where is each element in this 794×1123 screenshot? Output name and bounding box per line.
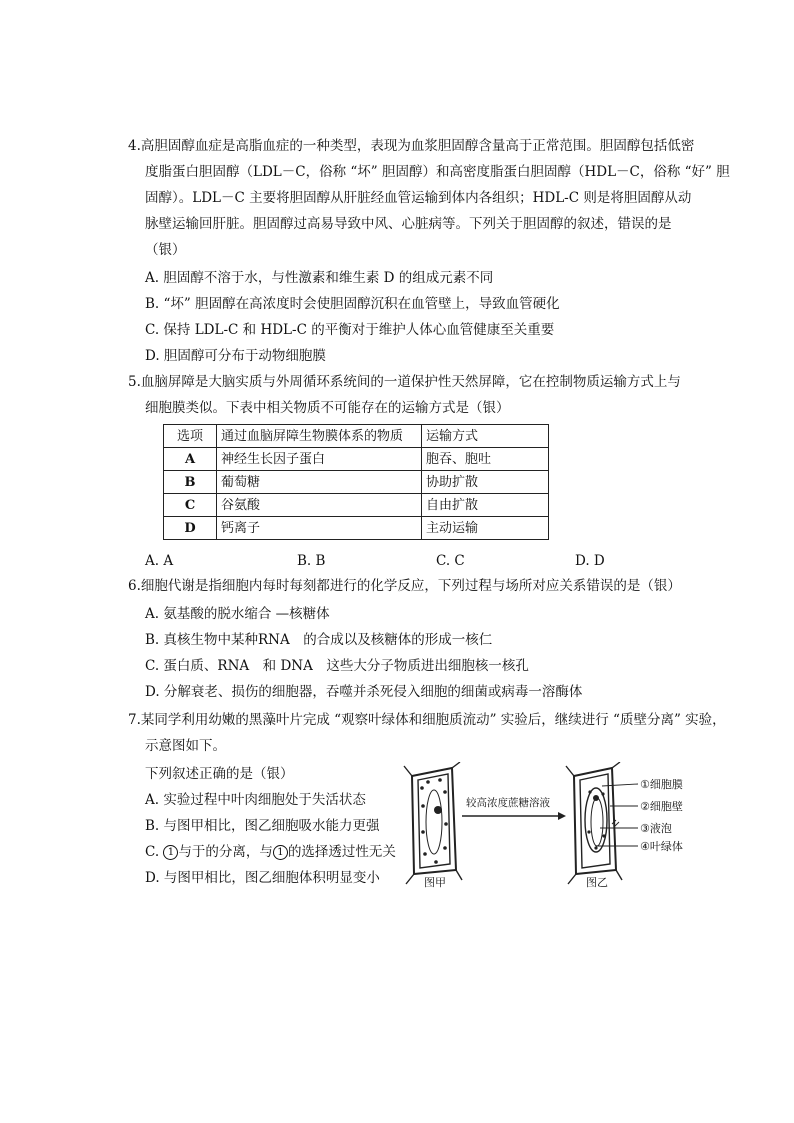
- circled-number-1: 1: [163, 845, 178, 860]
- q5-stem-line-1: 5.血脑屏障是大脑实质与外周循环系统间的一道保护性天然屏障，它在控制物质运输方式上与: [128, 374, 681, 390]
- q4-option-a: A. 胆固醇不溶于水，与性激素和维生素 D 的组成元素不同: [145, 270, 494, 286]
- q4-stem-line-5: （银）: [145, 242, 186, 258]
- q6-stem-line-1: 6.细胞代谢是指细胞内每时每刻都进行的化学反应，下列过程与场所对应关系错误的是（银）: [128, 578, 681, 594]
- table-header-row: [164, 425, 549, 448]
- cell-jia: [404, 762, 462, 884]
- q4-stem-line-1: 4.高胆固醇血症是高脂血症的一种类型，表现为血浆胆固醇含量高于正常范围。胆固醇包括低密: [128, 138, 695, 154]
- table-cell: 协助扩散: [422, 471, 549, 494]
- q5-choice-c: C. C: [436, 553, 465, 569]
- table-cell: 胞吞、胞吐: [422, 448, 549, 471]
- table-cell: D: [164, 517, 217, 540]
- table-cell: 谷氨酸: [217, 494, 422, 517]
- table-row: [164, 494, 549, 517]
- q7-option-c-suffix: 的选择透过性无关: [287, 844, 396, 860]
- q4-option-d: D. 胆固醇可分布于动物细胞膜: [145, 348, 326, 364]
- arrow-label: 较高浓度蔗糖溶液: [466, 797, 550, 809]
- table-cell: 自由扩散: [422, 494, 549, 517]
- q7-option-c-prefix: C.: [145, 844, 160, 860]
- q4-option-b: B. “坏” 胆固醇在高浓度时会使胆固醇沉积在血管壁上，导致血管硬化: [145, 296, 560, 312]
- q6-option-d: D. 分解衰老、损伤的细胞器，吞噬并杀死侵入细胞的细菌或病毒一溶酶体: [145, 684, 583, 700]
- q7-option-d: D. 与图甲相比，图乙细胞体积明显变小: [145, 870, 380, 886]
- q7-stem-line-2: 示意图如下。: [145, 738, 226, 754]
- q6-option-a: A. 氨基酸的脱水缩合 —核糖体: [145, 606, 330, 622]
- table-cell: 葡萄糖: [217, 471, 422, 494]
- table-header-cell: 通过血脑屏障生物膜体系的物质: [217, 425, 422, 448]
- label-vacuole: ③液泡: [640, 822, 672, 835]
- table-cell: C: [164, 494, 217, 517]
- q7-stem-line-3: 下列叙述正确的是（银）: [145, 766, 294, 782]
- q7-option-b: B. 与图甲相比，图乙细胞吸水能力更强: [145, 818, 380, 834]
- q5-choice-a: A. A: [145, 553, 174, 569]
- q7-option-a: A. 实验过程中叶肉细胞处于失活状态: [145, 792, 366, 808]
- caption-jia: 图甲: [424, 876, 446, 889]
- q4-option-c: C. 保持 LDL-C 和 HDL-C 的平衡对于维护人体心血管健康至关重要: [145, 322, 555, 338]
- table-cell: A: [164, 448, 217, 471]
- plasmolysis-figure: [400, 762, 720, 892]
- q5-choice-b: B. B: [297, 553, 326, 569]
- q4-stem-line-2: 度脂蛋白胆固醇（LDL－C，俗称 “坏” 胆固醇）和高密度脂蛋白胆固醇（HDL－C，俗称 “好” 胆: [145, 164, 730, 180]
- q7-stem-line-1: 7.某同学利用幼嫩的黑藻叶片完成 “观察叶绿体和细胞质流动” 实验后，继续进行 “质壁分离” 实验，: [128, 712, 726, 728]
- circled-number-1: 1: [273, 845, 288, 860]
- q5-stem-line-2: 细胞膜类似。下表中相关物质不可能存在的运输方式是（银）: [145, 400, 510, 416]
- table-cell: 钙离子: [217, 517, 422, 540]
- label-cell-membrane: ①细胞膜: [640, 778, 683, 791]
- table-row: [164, 448, 549, 471]
- caption-yi: 图乙: [586, 876, 608, 889]
- q5-table: [163, 424, 549, 540]
- table-row: [164, 471, 549, 494]
- table-header-cell: 选项: [164, 425, 217, 448]
- table-cell: B: [164, 471, 217, 494]
- q7-option-c: [145, 842, 396, 862]
- label-chloroplast: ④叶绿体: [640, 840, 683, 853]
- table-cell: 主动运输: [422, 517, 549, 540]
- q6-option-c: C. 蛋白质、RNA 和 DNA 这些大分子物质进出细胞核一核孔: [145, 658, 529, 674]
- arrow-head-icon: [558, 812, 566, 820]
- label-cell-wall: ②细胞壁: [640, 800, 683, 813]
- table-cell: 神经生长因子蛋白: [217, 448, 422, 471]
- q4-stem-line-4: 脉壁运输回肝脏。胆固醇过高易导致中风、心脏病等。下列关于胆固醇的叙述，错误的是: [145, 216, 672, 232]
- q4-stem-line-3: 固醇）。LDL－C 主要将胆固醇从肝脏经血管运输到体内各组织；HDL-C 则是将胆固醇从动: [145, 190, 692, 206]
- q6-option-b: B. 真核生物中某种RNA 的合成以及核糖体的形成一核仁: [145, 632, 493, 648]
- table-header-cell: 运输方式: [422, 425, 549, 448]
- q7-option-c-mid: 与于的分离，与: [178, 844, 273, 860]
- q5-choice-d: D. D: [575, 553, 605, 569]
- table-row: [164, 517, 549, 540]
